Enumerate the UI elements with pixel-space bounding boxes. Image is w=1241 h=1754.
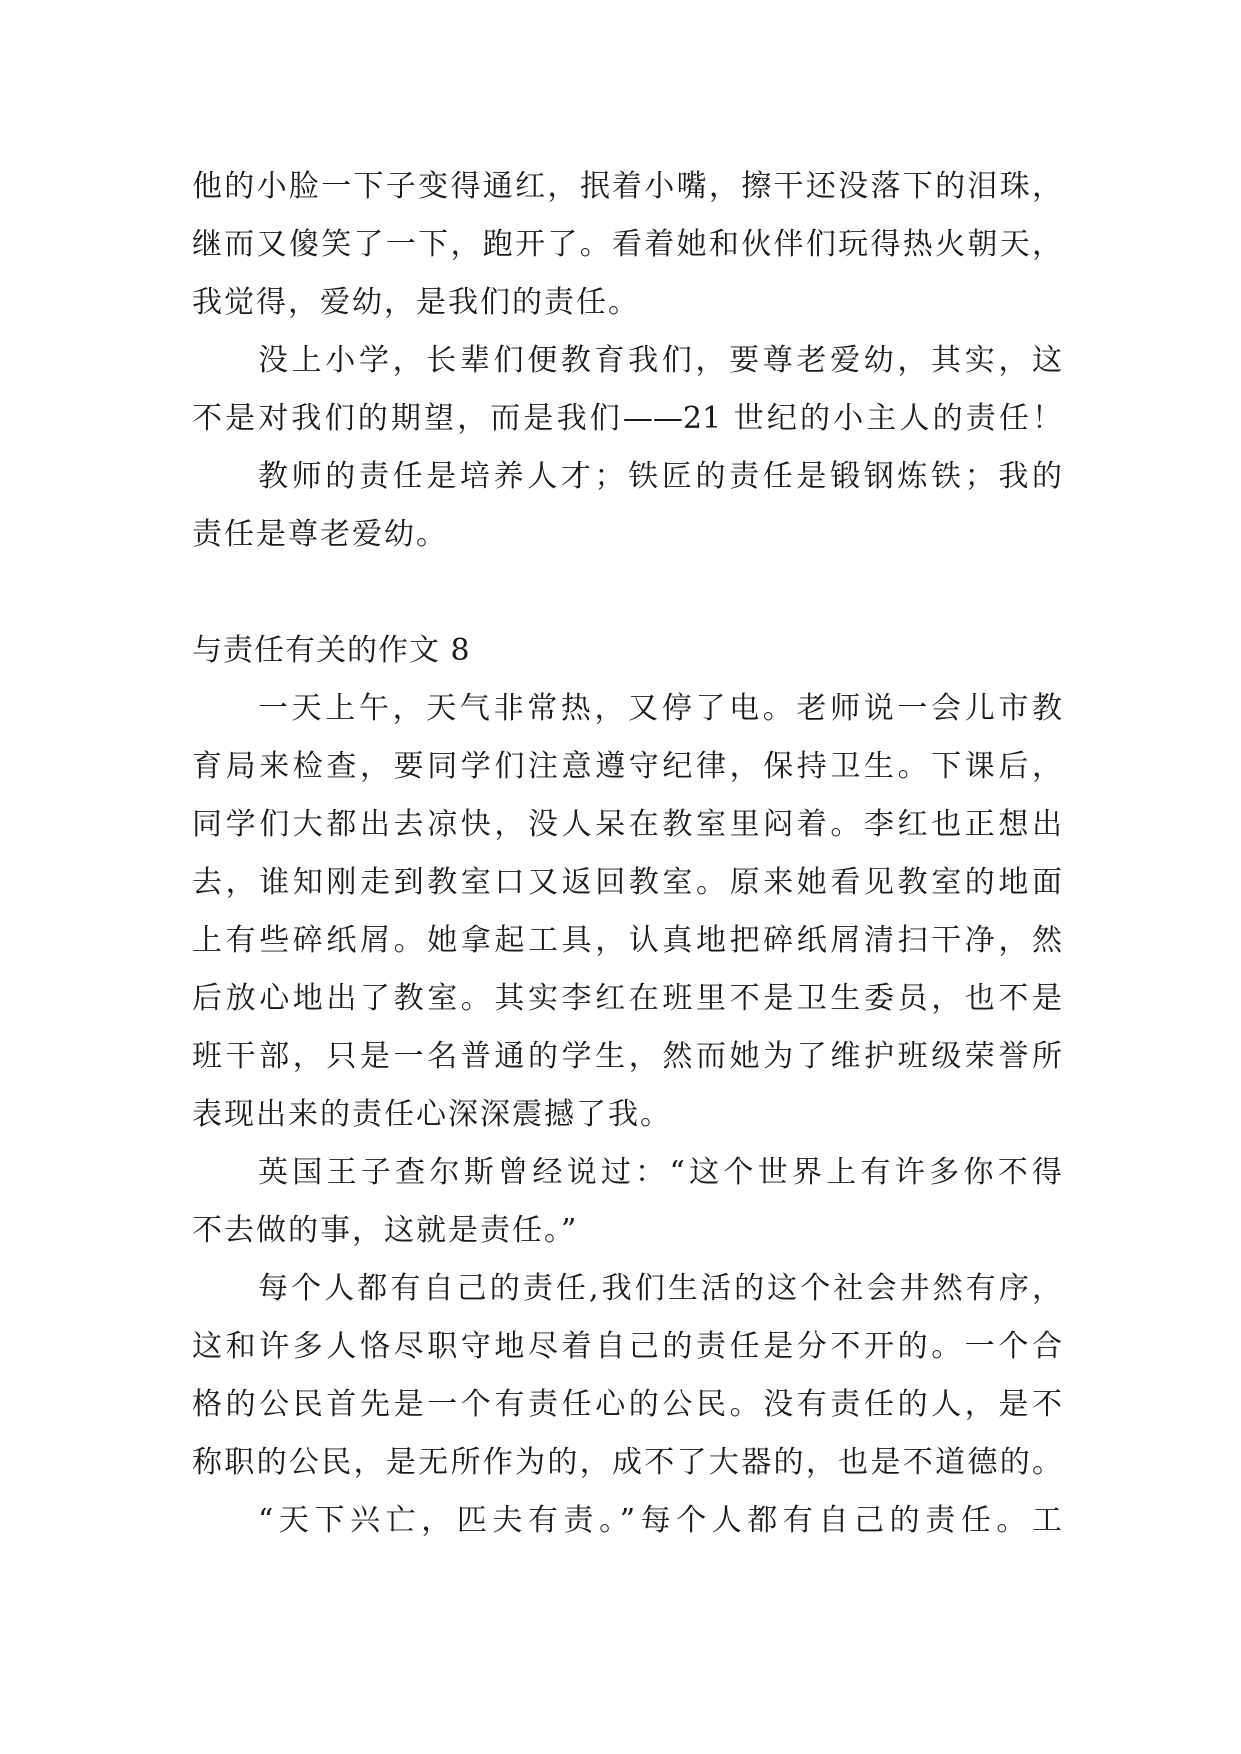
paragraph-line: 我觉得，爱幼，是我们的责任。 xyxy=(192,285,640,320)
document-page xyxy=(192,158,1062,1550)
paragraph-line: 育局来检查，要同学们注意遵守纪律，保持卫生。下课后， xyxy=(192,749,1062,784)
paragraph-line: 这和许多人恪尽职守地尽着自己的责任是分不开的。一个合 xyxy=(192,1329,1062,1364)
paragraph-line: 责任是尊老爱幼。 xyxy=(192,517,448,552)
paragraph-line: 去，谁知刚走到教室口又返回教室。原来她看见教室的地面 xyxy=(192,865,1062,900)
paragraph-line: 表现出来的责任心深深震撼了我。 xyxy=(192,1097,672,1132)
paragraph-line: 上有些碎纸屑。她拿起工具，认真地把碎纸屑清扫干净，然 xyxy=(192,923,1062,958)
paragraph-line: “天下兴亡，匹夫有责。”每个人都有自己的责任。工 xyxy=(258,1503,1062,1538)
paragraph-line: 他的小脸一下子变得通红，抿着小嘴，擦干还没落下的泪珠， xyxy=(192,169,1062,204)
paragraph-line: 后放心地出了教室。其实李红在班里不是卫生委员，也不是 xyxy=(192,981,1062,1016)
paragraph-line: 不是对我们的期望，而是我们——21 世纪的小主人的责任！ xyxy=(192,401,1062,436)
paragraph-line: 没上小学，长辈们便教育我们，要尊老爱幼，其实，这 xyxy=(258,343,1062,378)
paragraph-line: 班干部，只是一名普通的学生，然而她为了维护班级荣誉所 xyxy=(192,1039,1062,1074)
paragraph-line: 不去做的事，这就是责任。” xyxy=(192,1213,579,1248)
section-spacer xyxy=(192,564,1062,622)
paragraph-line: 同学们大都出去凉快，没人呆在教室里闷着。李红也正想出 xyxy=(192,807,1062,842)
paragraph-line: 格的公民首先是一个有责任心的公民。没有责任的人，是不 xyxy=(192,1387,1062,1422)
paragraph-line: 英国王子查尔斯曾经说过：“这个世界上有许多你不得 xyxy=(258,1155,1062,1190)
section-heading: 与责任有关的作文 8 xyxy=(192,633,471,668)
paragraph-line: 教师的责任是培养人才；铁匠的责任是锻钢炼铁；我的 xyxy=(258,459,1062,494)
paragraph-line: 每个人都有自己的责任,我们生活的这个社会井然有序， xyxy=(258,1271,1062,1306)
paragraph-line: 继而又傻笑了一下，跑开了。看着她和伙伴们玩得热火朝天， xyxy=(192,227,1062,262)
paragraph-line: 一天上午，天气非常热，又停了电。老师说一会儿市教 xyxy=(258,691,1062,726)
paragraph-line: 称职的公民，是无所作为的，成不了大器的，也是不道德的。 xyxy=(192,1445,1062,1480)
